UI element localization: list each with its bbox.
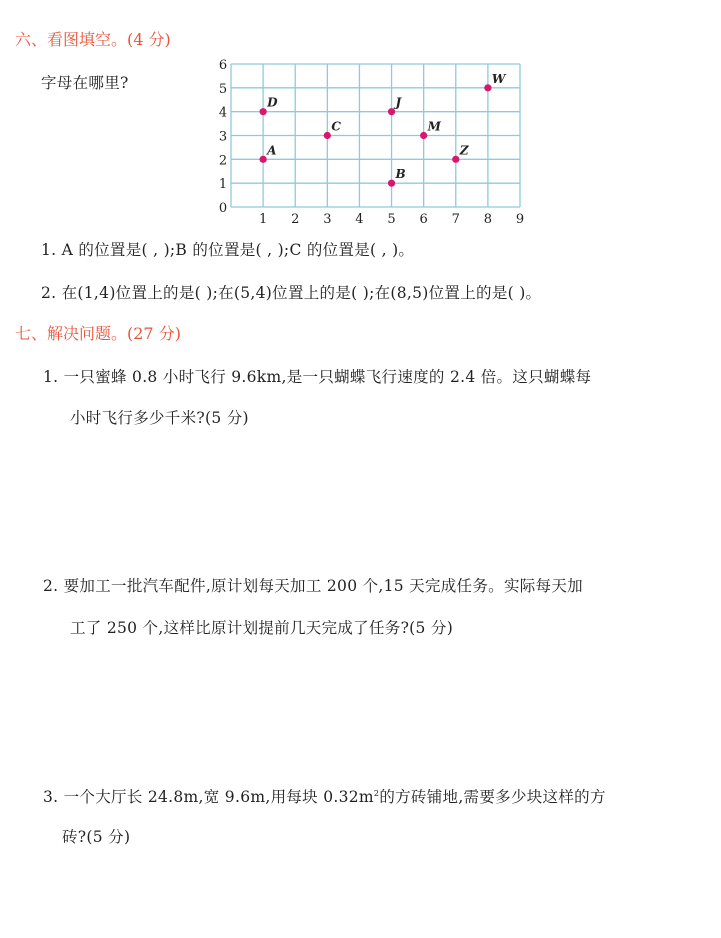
- point-J: [388, 108, 395, 115]
- data-points: [260, 72, 507, 187]
- x-tick-label: 7: [451, 212, 460, 227]
- y-tick-labels: [219, 58, 227, 216]
- x-tick-label: 9: [515, 212, 525, 227]
- point-label-J: J: [395, 95, 402, 110]
- problem-3-line-2: 砖?(5 分): [62, 828, 131, 846]
- question-6-2: 2. 在(1,4)位置上的是( );在(5,4)位置上的是( );在(8,5)位置上的是( )。: [41, 284, 542, 302]
- x-tick-label: 4: [355, 212, 364, 227]
- point-A: [260, 156, 267, 163]
- point-label-C: C: [331, 119, 341, 134]
- problem-3-line-1: [43, 785, 606, 807]
- point-Z: [452, 156, 459, 163]
- point-label-A: A: [267, 143, 277, 158]
- problem-2-line-2: 工了 250 个,这样比原计划提前几天完成了任务?(5 分): [70, 619, 454, 637]
- y-tick-label: 5: [218, 81, 228, 97]
- question-6-1: 1. A 的位置是( , );B 的位置是( , );C 的位置是( , )。: [41, 241, 415, 259]
- x-tick-label: 6: [419, 212, 428, 227]
- problem-3-superscript: 2: [373, 788, 380, 798]
- y-tick-label: 4: [218, 105, 228, 121]
- x-tick-label: 1: [258, 212, 268, 227]
- y-tick-label: 6: [218, 58, 228, 73]
- problem-3-text-b: 的方砖铺地,需要多少块这样的方: [379, 788, 606, 806]
- problem-3-text-a: 3. 一个大厅长 24.8m,宽 9.6m,用每块 0.32m: [43, 788, 374, 806]
- y-tick-label: 2: [218, 153, 228, 169]
- section-7-title: 七、解决问题。(27 分): [15, 324, 181, 343]
- point-label-M: M: [427, 119, 441, 134]
- problem-1-line-2: 小时飞行多少千米?(5 分): [70, 409, 249, 427]
- point-B: [388, 180, 395, 187]
- point-label-W: W: [491, 71, 506, 86]
- section-6-title: 六、看图填空。(4 分): [15, 30, 171, 49]
- y-tick-label: 0: [218, 201, 228, 216]
- x-tick-label: 8: [483, 212, 493, 227]
- problem-1-line-1: 1. 一只蜜蜂 0.8 小时飞行 9.6km,是一只蝴蝶飞行速度的 2.4 倍。这只蝴蝶每: [43, 368, 592, 386]
- x-tick-label: 3: [323, 212, 332, 227]
- point-label-B: B: [395, 167, 406, 182]
- x-tick-labels: [259, 212, 524, 227]
- x-tick-label: 2: [291, 212, 300, 227]
- grid-lines: [231, 64, 520, 207]
- point-M: [420, 132, 427, 139]
- point-label-D: D: [267, 95, 278, 110]
- point-C: [324, 132, 331, 139]
- coordinate-grid-chart: [210, 50, 530, 230]
- y-tick-label: 1: [218, 177, 228, 193]
- point-D: [260, 108, 267, 115]
- point-label-Z: Z: [459, 143, 469, 158]
- section-6-prompt: 字母在哪里?: [41, 74, 129, 92]
- x-tick-label: 5: [387, 212, 396, 227]
- problem-2-line-1: 2. 要加工一批汽车配件,原计划每天加工 200 个,15 天完成任务。实际每天加: [43, 577, 583, 595]
- point-W: [484, 84, 491, 91]
- y-tick-label: 3: [218, 129, 228, 145]
